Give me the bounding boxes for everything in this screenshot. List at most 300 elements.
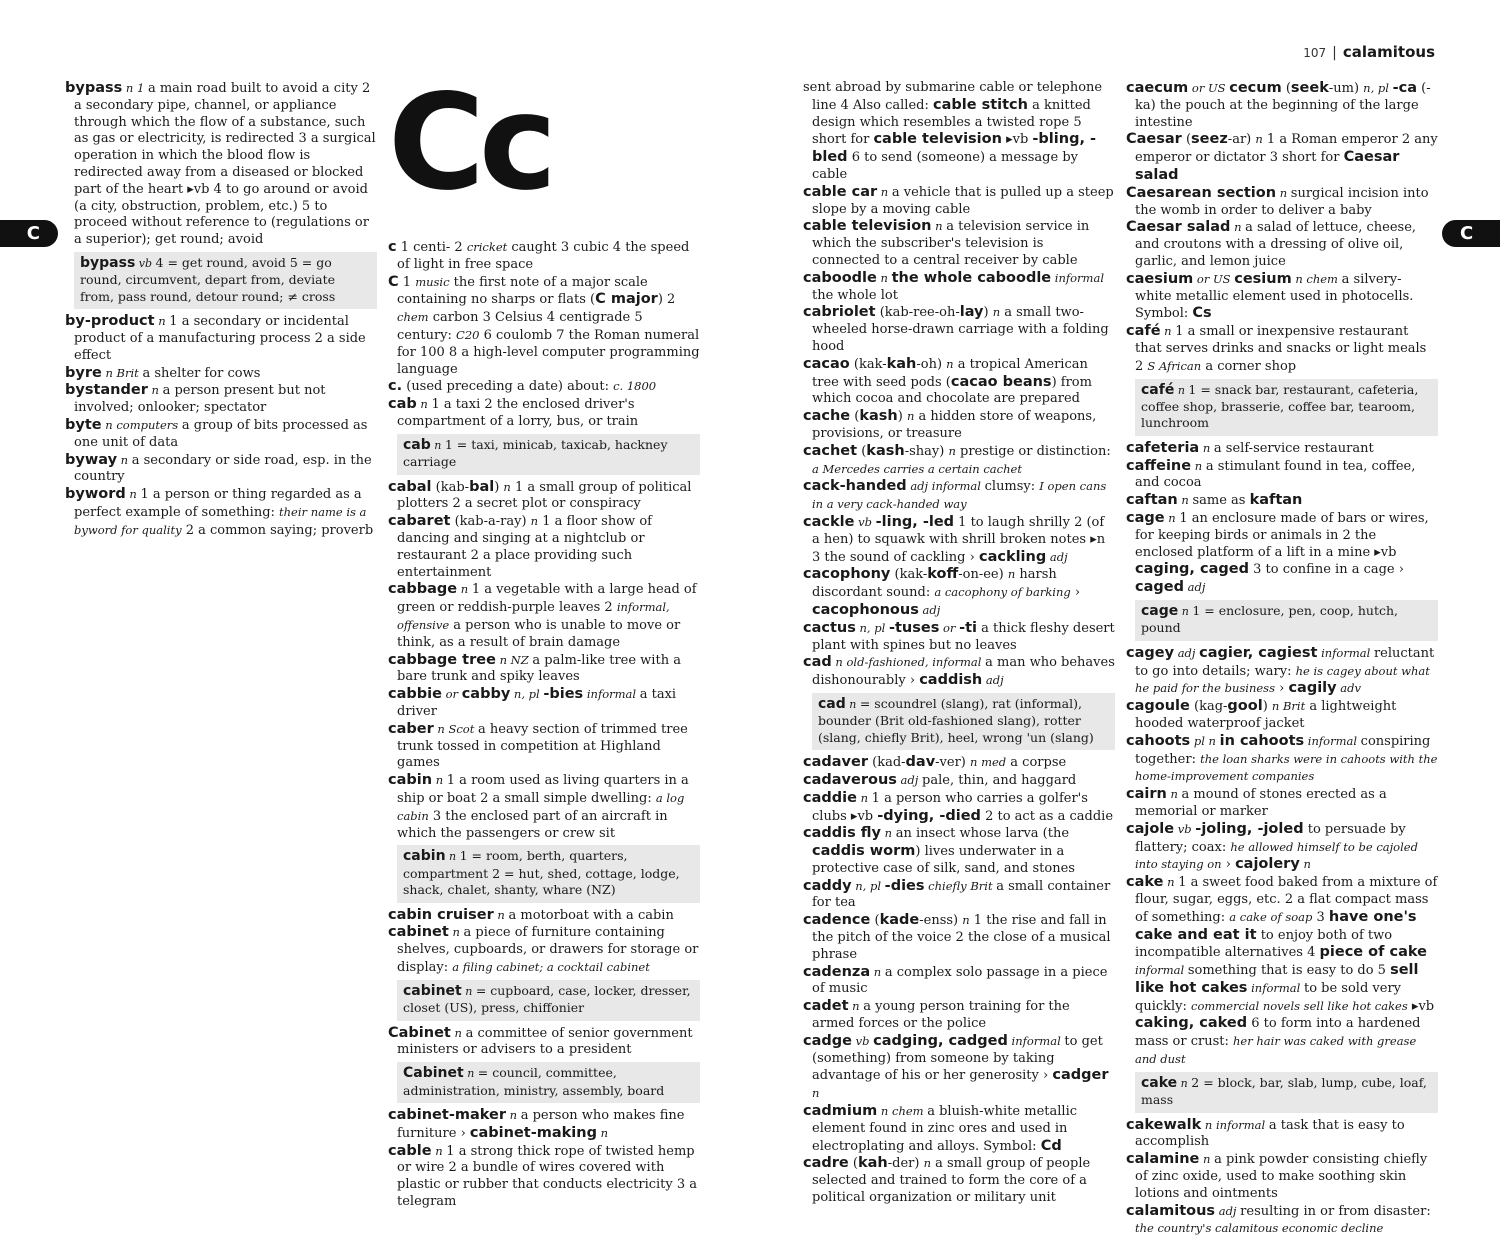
dictionary-entry xyxy=(1126,733,1438,786)
grammar-label: n xyxy=(1174,383,1189,397)
grammar-label: informal xyxy=(1317,645,1374,660)
definition-text: ( xyxy=(857,443,867,459)
definition-text: conspiring together: xyxy=(1135,733,1431,767)
grammar-label: informal xyxy=(1247,980,1304,995)
grammar-label: n 1 xyxy=(122,81,148,95)
definition-text: 1 a Roman emperor 2 any emperor or dictator 3 short for xyxy=(1135,132,1438,166)
grammar-label: informal xyxy=(1051,270,1104,285)
running-head-word: calamitous xyxy=(1342,43,1435,61)
thesaurus-box xyxy=(1135,379,1438,436)
definition-text: to persuade by flattery; coax: xyxy=(1135,821,1406,855)
definition-text: a corpse xyxy=(1006,755,1067,771)
headword: -ti xyxy=(959,619,977,636)
definition-text: = council, committee, administration, ministry, assembly, board xyxy=(403,1065,665,1098)
definition-text: a self-service restaurant xyxy=(1213,440,1374,456)
dictionary-entry xyxy=(388,239,700,274)
grammar-label: n xyxy=(416,397,432,412)
dictionary-entry xyxy=(803,184,1115,219)
definition-text: 4 = get round, avoid 5 = go round, circumvent, depart from, deviate from, pass round, detour round; ≠ cross xyxy=(80,254,336,304)
definition-text: (-ka) the pouch at the beginning of the large intestine xyxy=(1135,81,1431,130)
definition-text: a hidden store of weapons, provisions, or treasure xyxy=(812,409,1097,441)
definition-text: (kab-a-ray) xyxy=(450,514,531,530)
dictionary-entry xyxy=(803,772,1115,790)
headword: Caesar salad xyxy=(1126,219,1231,236)
definition-text: 3 the enclosed part of an aircraft in which the passengers or crew sit xyxy=(397,808,668,841)
headword: cack-handed xyxy=(803,478,907,495)
headword: kah xyxy=(886,355,917,372)
dictionary-entry xyxy=(803,304,1115,355)
headword: Caesarean section xyxy=(1126,184,1277,201)
headword: cackling xyxy=(978,548,1047,565)
definition-text: a tropical American tree with seed pods ( xyxy=(812,356,1088,390)
grammar-label: n xyxy=(946,356,954,371)
grammar-label: n, pl xyxy=(510,687,544,702)
grammar-label: n xyxy=(1160,324,1176,339)
grammar-label: n, pl xyxy=(855,620,889,635)
headword: Caesar xyxy=(1126,131,1182,148)
headword: kah xyxy=(857,1155,888,1172)
running-head xyxy=(1303,43,1435,61)
definition-text: a secondary or side road, esp. in the country xyxy=(74,452,372,485)
definition-text: (kag- xyxy=(1189,699,1228,715)
dictionary-entry xyxy=(803,514,1115,566)
definition-text: 1 the rise and fall in the pitch of the voice 2 the close of a musical phrase xyxy=(812,913,1111,962)
grammar-label: adj xyxy=(1183,580,1206,595)
grammar-label: n med xyxy=(970,755,1007,770)
headword: Caesar salad xyxy=(1135,149,1400,183)
definition-text: ) 2 xyxy=(657,292,676,308)
headword: cable television xyxy=(873,131,1002,148)
dictionary-entry xyxy=(803,620,1115,655)
grammar-label: n xyxy=(1163,875,1179,890)
dictionary-entry xyxy=(1126,80,1438,131)
definition-text: (kak- xyxy=(849,356,887,372)
dictionary-entry xyxy=(65,452,377,487)
grammar-label: informal, offensive xyxy=(397,600,670,632)
grammar-label: n xyxy=(1299,857,1311,872)
headword: caddie xyxy=(803,789,857,806)
definition-text: 1 xyxy=(398,274,416,290)
headword: cage xyxy=(1126,509,1165,526)
definition-text: a young person training for the armed forces or the police xyxy=(812,999,1070,1032)
definition-text: -enss) xyxy=(919,913,963,929)
headword: cabin cruiser xyxy=(388,906,494,923)
column-3 xyxy=(803,80,1115,1207)
dictionary-entry xyxy=(388,274,700,379)
headword: caged xyxy=(1135,579,1184,596)
grammar-label: n xyxy=(877,184,892,199)
headword: cacophonous xyxy=(812,601,919,618)
grammar-label: chem xyxy=(397,310,429,325)
headword: caddish xyxy=(919,672,983,689)
grammar-label: n xyxy=(431,1143,447,1158)
headword: cajolery xyxy=(1235,856,1300,873)
definition-text: ) xyxy=(983,305,993,321)
definition-text: a vehicle that is pulled up a steep slope by a moving cable xyxy=(812,184,1114,217)
definition-text: -on-ee) xyxy=(958,567,1008,583)
grammar-label: n xyxy=(845,697,860,711)
headword: cabinet xyxy=(388,924,449,941)
headword: cadaverous xyxy=(803,771,897,788)
definition-text: a man who behaves dishonourably › xyxy=(812,655,1115,689)
thesaurus-box xyxy=(397,980,700,1021)
definition-text: a task that is easy to accomplish xyxy=(1135,1117,1405,1150)
grammar-label: adj xyxy=(918,602,941,617)
definition-text: a group of bits processed as one unit of data xyxy=(74,417,368,450)
definition-text: reluctant to go into details; wary: xyxy=(1135,645,1435,679)
definition-text: caught 3 cubic 4 the speed of light in free space xyxy=(397,240,690,272)
dictionary-entry xyxy=(388,513,700,581)
headword: Cd xyxy=(1040,1137,1062,1154)
grammar-label: n chem xyxy=(877,1104,928,1119)
headword: gool xyxy=(1227,698,1263,715)
dictionary-entry xyxy=(1126,219,1438,270)
definition-text: 1 = room, berth, quarters, compartment 2 = hut, shed, cottage, lodge, shack, chalet, shanty, whare (NZ) xyxy=(403,848,680,898)
definition-text: 3 to confine in a cage › xyxy=(1248,562,1404,578)
grammar-label: n xyxy=(125,487,141,502)
dictionary-entry xyxy=(388,652,700,687)
definition-text: to get (something) from someone by taking advantage of his or her generosity › xyxy=(812,1033,1103,1084)
grammar-label: n xyxy=(1276,185,1291,200)
grammar-label: n xyxy=(448,925,464,940)
headword: byway xyxy=(65,451,118,468)
definition-text: a mound of stones erected as a memorial or marker xyxy=(1135,787,1387,819)
dictionary-entry xyxy=(803,566,1115,619)
headword: cabinet-making xyxy=(469,1124,597,1141)
dictionary-entry xyxy=(65,365,377,383)
dictionary-entry xyxy=(803,270,1115,305)
dictionary-entry xyxy=(388,396,700,431)
dictionary-entry xyxy=(1126,821,1438,874)
headword: cachet xyxy=(803,442,858,459)
headword: byre xyxy=(65,364,102,381)
thesaurus-box xyxy=(397,434,700,475)
definition-text: 1 a taxi 2 the enclosed driver's compartment of a lorry, bus, or train xyxy=(397,397,639,429)
dictionary-entry xyxy=(65,417,377,452)
dictionary-entry xyxy=(803,998,1115,1033)
dictionary-entry xyxy=(803,912,1115,963)
grammar-label: n xyxy=(1230,220,1246,235)
dictionary-entry xyxy=(803,878,1115,913)
headword: café xyxy=(1141,381,1175,398)
headword: kaftan xyxy=(1249,492,1303,509)
headword: kash xyxy=(866,442,905,459)
dictionary-entry xyxy=(65,80,377,249)
definition-text: prestige or distinction: xyxy=(955,443,1111,459)
headword: have one's cake and eat it xyxy=(1135,908,1417,943)
definition-text: a taxi driver xyxy=(397,687,677,719)
grammar-label: I open cans in a very cack-handed way xyxy=(812,479,1107,512)
dictionary-entry xyxy=(1126,492,1438,510)
dictionary-entry xyxy=(65,382,377,417)
letter-tab-left-label: C xyxy=(26,223,40,244)
headword: bal xyxy=(469,478,495,495)
definition-text: a salad of lettuce, cheese, and croutons with a dressing of olive oil, garlic, and lemon juice xyxy=(1135,220,1417,269)
definition-text: sent abroad by submarine cable or telephone line 4 Also called: xyxy=(803,80,1103,113)
headword: cabal xyxy=(388,478,432,495)
headword: caftan xyxy=(1126,492,1178,509)
definition-text: ) from which cocoa and chocolate are prepared xyxy=(812,374,1092,407)
grammar-label: n xyxy=(432,773,447,788)
grammar-label: cricket xyxy=(466,240,508,254)
definition-text: the first note of a major scale containing no sharps or flats ( xyxy=(397,274,648,308)
definition-text: 1 = taxi, minicab, taxicab, hackney carriage xyxy=(403,436,668,470)
dictionary-entry xyxy=(803,964,1115,999)
dictionary-entry xyxy=(1126,1203,1438,1238)
dictionary-entry xyxy=(388,924,700,976)
definition-text: -oh) xyxy=(916,356,947,372)
grammar-label: vb xyxy=(1174,821,1196,836)
headword: cabbage tree xyxy=(388,651,496,668)
headword: koff xyxy=(927,566,959,583)
dictionary-entry xyxy=(803,408,1115,443)
headword: kash xyxy=(859,408,898,425)
definition-text: surgical incision into the womb in order to deliver a baby xyxy=(1135,185,1429,218)
headword: C xyxy=(388,273,399,290)
headword: cadence xyxy=(803,912,871,929)
headword: caesium xyxy=(1126,270,1194,287)
headword: cagily xyxy=(1288,680,1337,697)
headword: cadging, cadged xyxy=(873,1032,1008,1049)
dictionary-entry xyxy=(803,356,1115,408)
headword: cackle xyxy=(803,513,855,530)
column-4 xyxy=(1126,80,1438,1238)
headword: -bling, -bled xyxy=(812,131,1097,166)
grammar-label: informal xyxy=(583,687,640,702)
grammar-label: n xyxy=(870,964,885,979)
headword: cagoule xyxy=(1126,698,1190,715)
headword: cab xyxy=(403,436,431,453)
definition-text: 1 a vegetable with a large head of green or reddish-purple leaves 2 xyxy=(397,582,697,616)
dictionary-entry xyxy=(1126,185,1438,220)
definition-text: ▸vb xyxy=(1001,132,1033,148)
grammar-label: chiefly Brit xyxy=(924,878,997,893)
headword: cadet xyxy=(803,998,849,1015)
dictionary-entry xyxy=(1126,698,1438,733)
definition-text: -shay) xyxy=(904,443,949,459)
grammar-label: n xyxy=(948,443,956,458)
definition-text: to be sold very quickly: xyxy=(1135,980,1402,1014)
dictionary-entry xyxy=(803,1033,1115,1103)
dictionary-entry xyxy=(1126,510,1438,597)
headword: cabby xyxy=(461,686,511,703)
definition-text: a motorboat with a cabin xyxy=(508,907,674,923)
grammar-label: a Mercedes carries a certain cachet xyxy=(812,461,1022,476)
definition-text: › xyxy=(1070,585,1081,601)
definition-text: = cupboard, case, locker, dresser, closet (US), press, chiffonier xyxy=(403,982,691,1016)
dictionary-entry xyxy=(803,1103,1115,1155)
grammar-label: n xyxy=(1199,440,1214,455)
headword: cafeteria xyxy=(1126,439,1200,456)
headword: seek xyxy=(1290,80,1329,96)
definition-text: ) xyxy=(1262,699,1272,715)
grammar-label: n xyxy=(1199,1152,1215,1167)
letter-tab-left xyxy=(0,220,58,247)
headword: c. xyxy=(388,378,403,395)
definition-text: carbon 3 Celsius 4 centigrade 5 century: xyxy=(397,310,643,343)
headword: -joling, -joled xyxy=(1195,820,1304,837)
dictionary-entry xyxy=(1126,271,1438,323)
definition-text: a heavy section of trimmed tree trunk tossed in competition at Highland games xyxy=(397,721,688,771)
dictionary-entry xyxy=(388,1107,700,1143)
grammar-label: a filing cabinet; a cocktail cabinet xyxy=(452,959,650,974)
definition-text: -ver) xyxy=(935,755,971,771)
thesaurus-box xyxy=(1135,600,1438,641)
grammar-label: adj xyxy=(1215,1203,1241,1218)
headword: bypass xyxy=(65,80,123,96)
grammar-label: n chem xyxy=(1291,271,1342,286)
grammar-label: n NZ xyxy=(495,652,533,667)
grammar-label: n xyxy=(503,479,511,494)
grammar-label: informal xyxy=(1304,733,1361,748)
grammar-label: n xyxy=(1255,132,1263,147)
headword: cad xyxy=(803,654,832,671)
dictionary-entry xyxy=(65,313,377,364)
headword: byword xyxy=(65,486,126,503)
headword: cahoots xyxy=(1126,732,1191,749)
headword: caber xyxy=(388,720,434,737)
definition-text: resulting in or from disaster: xyxy=(1240,1203,1431,1219)
definition-text: a bluish-white metallic element found in zinc ores and used in electroplating and alloys. Symbol: xyxy=(812,1104,1078,1154)
definition-text: ( xyxy=(870,913,880,929)
grammar-label: n xyxy=(931,219,947,234)
grammar-label: adj xyxy=(896,772,923,787)
headword: in cahoots xyxy=(1219,732,1305,749)
grammar-label: adv xyxy=(1336,681,1361,696)
definition-text: (kad- xyxy=(867,755,906,771)
column-1 xyxy=(65,80,377,540)
headword: cactus xyxy=(803,619,856,636)
definition-text: a person who makes fine furniture › xyxy=(397,1107,685,1141)
grammar-label: a log cabin xyxy=(397,790,685,823)
grammar-label: n xyxy=(906,409,915,424)
grammar-label: n xyxy=(147,383,163,398)
thesaurus-box xyxy=(1135,1072,1438,1113)
headword: caddis fly xyxy=(803,825,881,842)
definition-text: an insect whose larva (the xyxy=(895,826,1070,842)
grammar-label: S African xyxy=(1147,358,1202,373)
grammar-label: the country's calamitous economic decline xyxy=(1135,1221,1384,1236)
headword: -dies xyxy=(884,877,925,894)
definition-text: a main road built to avoid a city 2 a secondary pipe, channel, or appliance through which the flow of a substance, such as gas or electricity, is redirected 3 a surgical operation in which the blood flow is redirected away from a diseased or blocked part of the heart ▸vb 4 to go around or avoid (a city, obstruction, problem, etc.) 5 to proceed without reference to (regulations or a superior); get round; avoid xyxy=(74,81,376,248)
definition-text: a corner shop xyxy=(1201,358,1297,374)
grammar-label: n xyxy=(1166,787,1182,802)
headword: cadenza xyxy=(803,963,871,980)
definition-text: a stimulant found in tea, coffee, and cocoa xyxy=(1135,458,1416,491)
headword: caecum xyxy=(1126,80,1189,96)
dictionary-entry xyxy=(803,80,1115,184)
headword: sell like hot cakes xyxy=(1135,962,1419,996)
definition-text: ) xyxy=(897,409,907,425)
thesaurus-box xyxy=(397,845,700,902)
dictionary-entry xyxy=(803,754,1115,772)
headword: cadger xyxy=(1052,1067,1109,1084)
grammar-label: n xyxy=(430,438,445,452)
definition-text: a small group of people selected and trained to form the core of a political organization or military unit xyxy=(812,1156,1091,1206)
grammar-label: n xyxy=(457,582,472,597)
dictionary-entry xyxy=(388,686,700,721)
grammar-label: n xyxy=(463,1067,478,1081)
dictionary-entry xyxy=(803,825,1115,877)
definition-text: 1 a strong thick rope of twisted hemp or wire 2 a bundle of wires covered with plastic or rubber that conducts electricity 3 a telegram xyxy=(397,1143,698,1209)
grammar-label: or xyxy=(441,687,462,702)
dictionary-entry xyxy=(388,1143,700,1211)
definition-text: 6 coulomb 7 the Roman numeral for 100 8 a high-level computer programming language xyxy=(397,327,700,377)
headword: piece of cake xyxy=(1319,944,1427,961)
headword: cakewalk xyxy=(1126,1116,1202,1133)
thesaurus-box xyxy=(74,252,377,309)
headword: calamitous xyxy=(1126,1202,1216,1219)
definition-text: 1 a small group of political plotters 2 a secret plot or conspiracy xyxy=(397,479,692,512)
dictionary-entry xyxy=(1126,131,1438,184)
headword: caddis worm xyxy=(812,843,916,860)
grammar-label: the loan sharks were in cahoots with the home-improvement companies xyxy=(1135,751,1438,784)
dictionary-entry xyxy=(1126,323,1438,375)
headword: cake xyxy=(1141,1074,1178,1091)
headword: by-product xyxy=(65,313,155,330)
grammar-label: vb xyxy=(854,514,876,529)
headword: caking, caked xyxy=(1135,1015,1248,1032)
headword: caddy xyxy=(803,877,852,894)
definition-text: -der) xyxy=(887,1156,924,1172)
headword: kade xyxy=(879,912,920,929)
headword: cabin xyxy=(403,848,446,865)
grammar-label: their name is a byword for quality xyxy=(74,504,367,537)
definition-text: › xyxy=(1274,681,1289,697)
definition-text: 1 centi- 2 xyxy=(396,240,467,255)
thesaurus-box xyxy=(397,1062,700,1103)
grammar-label: vb xyxy=(135,256,156,270)
definition-text: ) lives underwater in a protective case of silk, sand, and stones xyxy=(812,844,1075,876)
headword: caging, caged xyxy=(1135,561,1249,578)
grammar-label: n xyxy=(1177,1076,1192,1090)
headword: c xyxy=(388,239,397,255)
dictionary-entry xyxy=(388,1025,700,1060)
headword: cable stitch xyxy=(932,96,1028,113)
headword: cache xyxy=(803,408,851,425)
definition-text: ( xyxy=(850,409,860,425)
dictionary-entry xyxy=(803,478,1115,514)
definition-text: a small two-wheeled horse-drawn carriage with a folding hood xyxy=(812,305,1109,354)
headword: Cs xyxy=(1192,305,1212,322)
headword: Cabinet xyxy=(403,1065,464,1082)
grammar-label: n xyxy=(505,1107,521,1122)
definition-text: a person who is unable to move or think, as a result of brain damage xyxy=(397,617,681,650)
grammar-label: n xyxy=(812,1086,820,1101)
dictionary-entry xyxy=(65,486,377,539)
definition-text: a person present but not involved; onlooker; spectator xyxy=(74,383,326,416)
grammar-label: n xyxy=(493,907,509,922)
grammar-label: n xyxy=(530,514,539,529)
dictionary-entry xyxy=(803,654,1115,690)
headword: dav xyxy=(905,754,936,771)
grammar-label: n xyxy=(1164,510,1180,525)
definition-text: ▸vb xyxy=(1407,998,1435,1014)
headword: Cabinet xyxy=(388,1024,451,1041)
headword: cabinet-maker xyxy=(388,1106,506,1123)
definition-text: a lightweight hooded waterproof jacket xyxy=(1135,699,1397,731)
definition-text: a committee of senior government ministers or advisers to a president xyxy=(397,1025,693,1058)
dictionary-entry xyxy=(803,218,1115,269)
letter-tab-right xyxy=(1442,220,1500,247)
headword: cacao beans xyxy=(950,373,1052,390)
definition-text: a television service in which the subscriber's television is connected to a central receiver by cable xyxy=(812,219,1090,268)
definition-text: 6 to form into a hardened mass or crust: xyxy=(1135,1016,1421,1050)
section-letters: Cc xyxy=(388,66,552,220)
dictionary-entry xyxy=(1126,458,1438,493)
grammar-label: n xyxy=(856,790,872,805)
headword: C major xyxy=(595,291,658,308)
